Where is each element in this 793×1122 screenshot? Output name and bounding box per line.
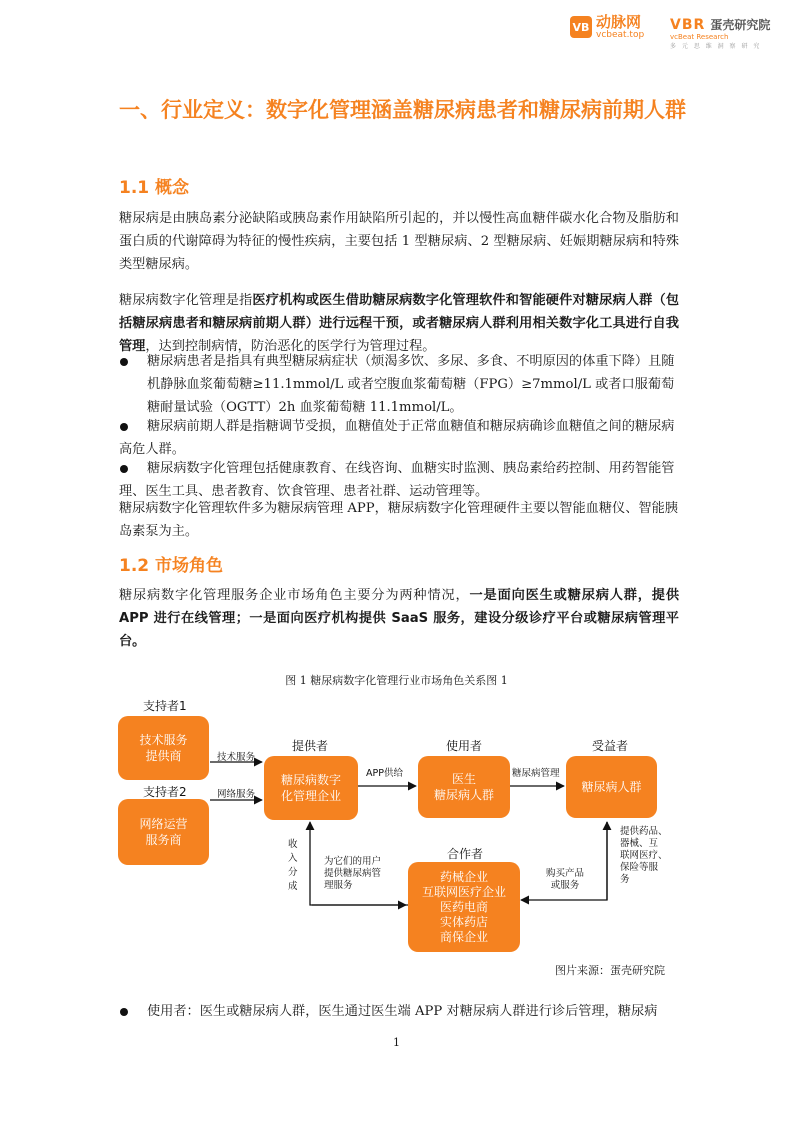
s12-bold: 一是面向医生或糖尿病人群，提供 APP 进行在线管理；一是面向医疗机构提供 SaaS 服务，建设分级诊疗平台或糖尿病管理平台。 [119, 588, 680, 649]
figure-caption: 图 1 糖尿病数字化管理行业市场角色关系图 1 [285, 674, 508, 687]
supporter1-label: 支持者1 [143, 699, 187, 713]
vcbeat-logo-url: vcbeat.top [596, 30, 645, 40]
vbr-logo-name: 蛋壳研究院 [710, 18, 771, 32]
s12-plain: 糖尿病数字化管理服务企业市场角色主要分为两种情况， [119, 588, 470, 603]
list-item-text: 使用者：医生或糖尿病人群，医生通过医生端 APP 对糖尿病人群进行诊后管理，糖尿病 [147, 1004, 658, 1019]
user-label: 使用者 [446, 739, 483, 753]
user-box: 医生 糖尿病人群 [418, 756, 510, 818]
partner-box: 药械企业 互联网医疗企业 医药电商 实体药店 商保企业 [408, 862, 520, 952]
network-operator-box: 网络运营 服务商 [118, 799, 209, 865]
vbr-logo-mark: VBR [670, 17, 706, 33]
list-item-text: 糖尿病前期人群是指糖调节受损，血糖值处于正常血糖值和糖尿病确诊血糖值之间的糖尿病高危人群。 [119, 419, 675, 457]
page-number: 1 [393, 1036, 400, 1049]
list-item-text: 糖尿病数字化管理软件多为糖尿病管理 APP，糖尿病数字化管理硬件主要以智能血糖仪、智能胰岛素泵为主。 [119, 501, 678, 539]
partner-label: 合作者 [447, 847, 484, 861]
list-item-text: 糖尿病数字化管理包括健康教育、在线咨询、血糖实时监测、胰岛素给药控制、用药智能管理、医生工具、患者教育、饮食管理、患者社群、运动管理等。 [119, 461, 675, 499]
vbr-logo-en: vcBeat Research [670, 33, 729, 41]
edge-app-supply: APP供给 [366, 768, 403, 779]
beneficiary-box: 糖尿病人群 [566, 756, 657, 818]
page-title: 一、行业定义：数字化管理涵盖糖尿病患者和糖尿病前期人群 [119, 98, 686, 122]
tech-service-provider-box: 技术服务 提供商 [118, 716, 209, 780]
section-1-2-heading: 1.2 市场角色 [119, 556, 224, 576]
edge-buy-products: 购买产品 或服务 [546, 868, 585, 891]
p2-plain-c: ，达到控制病情，防治恶化的医学行为管理过程。 [145, 339, 436, 354]
edge-supply-services: 提供药品、 器械、互 联网医疗、 保险等服 务 [620, 826, 668, 885]
section-1-1-heading: 1.1 概念 [119, 178, 190, 198]
p2-plain-a: 糖尿病数字化管理是指 [119, 293, 253, 308]
list-item-text: 糖尿病患者是指具有典型糖尿病症状（烦渴多饮、多尿、多食、不明原因的体重下降）且随机静脉血浆葡萄糖≥11.1mmol/L 或者空腹血浆葡萄糖（FPG）≥7mmol/L 或者口服葡萄糖耐量试验（OGTT）2h 血浆葡萄糖 11.1mmol/L。 [147, 354, 675, 415]
provider-label: 提供者 [292, 739, 329, 753]
edge-diabetes-management: 糖尿病管理 [512, 768, 560, 779]
section-1-1-paragraph-1: 糖尿病是由胰岛素分泌缺陷或胰岛素作用缺陷所引起的，并以慢性高血糖伴碳水化合物及脂肪和蛋白质的代谢障碍为特征的慢性疾病，主要包括 1 型糖尿病、2 型糖尿病、妊娠期糖尿病和特殊类型糖尿病。 [119, 211, 679, 272]
vbr-logo-slogan: 多 元 思 维 洞 察 研 究 [670, 43, 762, 50]
vcbeat-logo-mark: VB [570, 16, 592, 38]
figure-source: 图片来源：蛋壳研究院 [555, 964, 665, 977]
vcbeat-logo-name: 动脉网 [596, 13, 642, 31]
beneficiary-label: 受益者 [592, 739, 629, 753]
provider-box: 糖尿病数字 化管理企业 [264, 756, 358, 820]
edge-network-service: 网络服务 [217, 789, 256, 800]
bullet-dot [120, 1008, 128, 1016]
edge-revenue-share: 收 入 分 成 [288, 839, 298, 892]
supporter2-label: 支持者2 [143, 785, 187, 799]
list-item [119, 1000, 679, 1023]
edge-for-users: 为它们的用户 提供糖尿病管 理服务 [324, 856, 382, 891]
edge-tech-service: 技术服务 [217, 752, 256, 763]
p2-bold: 医疗机构或医生借助糖尿病数字化管理软件和智能硬件对糖尿病人群（包括糖尿病患者和糖尿病前期人群）进行远程干预，或者糖尿病人群利用相关数字化工具进行自我管理 [119, 293, 680, 354]
